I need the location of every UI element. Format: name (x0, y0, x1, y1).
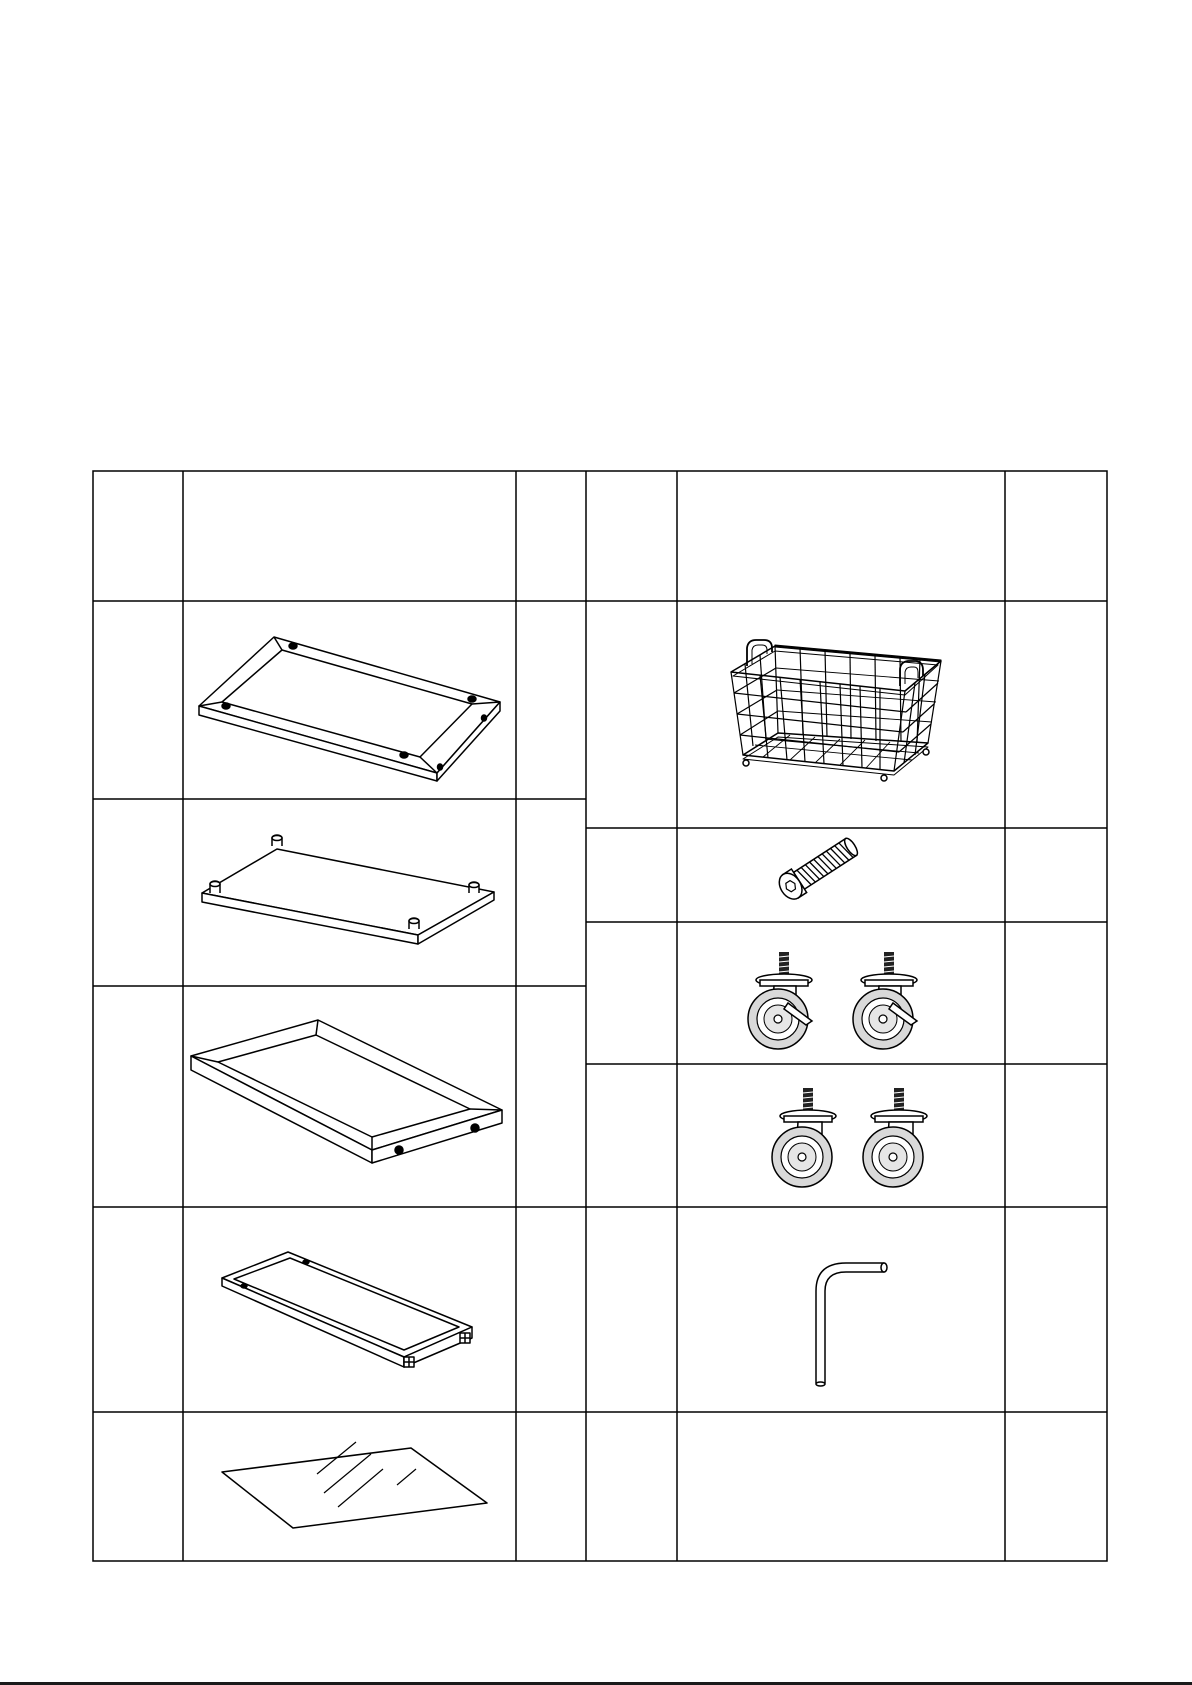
part-tube-frame-illustration (222, 1252, 472, 1367)
parts-table-grid (93, 471, 1107, 1561)
part-glass-sheet-illustration (222, 1442, 487, 1528)
part-panel-illustration (202, 835, 494, 944)
part-locking-caster-illustration (748, 952, 917, 1049)
part-wire-basket-illustration (731, 640, 941, 781)
part-allen-key-illustration (816, 1263, 887, 1386)
part-tray-frame-illustration (191, 1020, 502, 1163)
part-caster-illustration (772, 1088, 927, 1187)
part-frame-illustration (199, 637, 500, 781)
part-bolt-illustration (775, 833, 862, 903)
